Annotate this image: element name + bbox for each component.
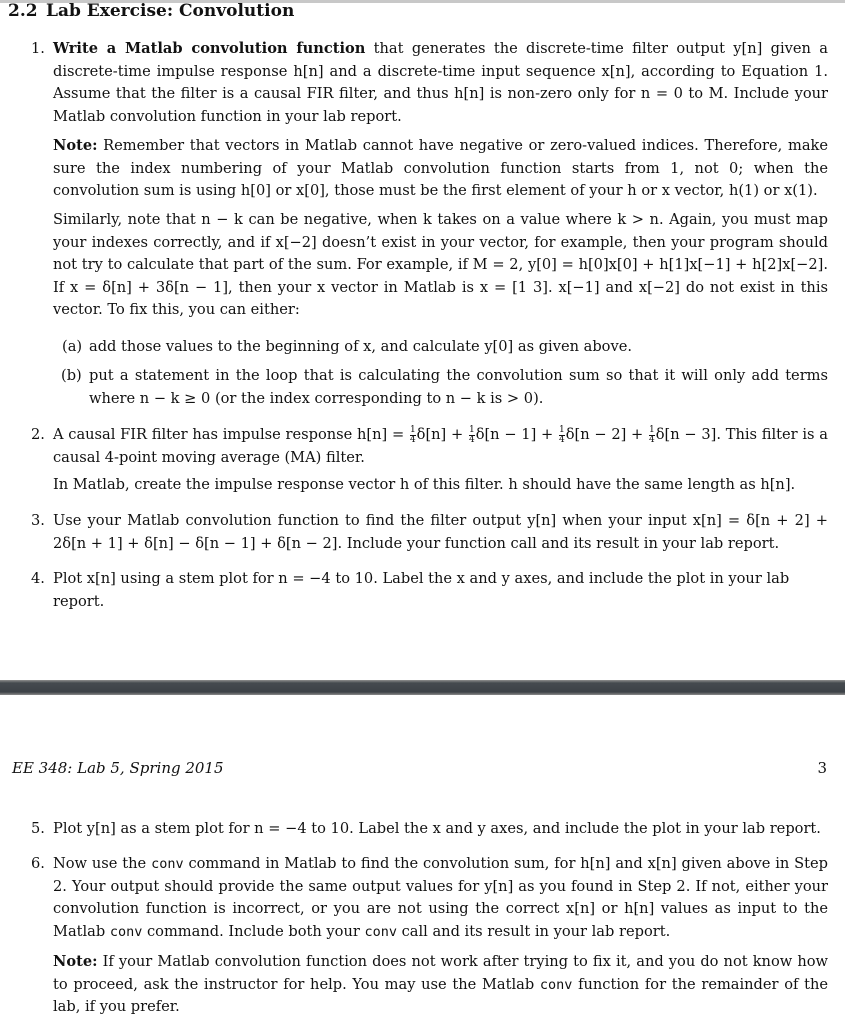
note-2 — [53, 951, 828, 1019]
item-4-text: Plot x[n] using a stem plot for n = −4 to 10. Label the x and y axes, and include the plot in your lab report. — [53, 570, 790, 610]
page-divider — [0, 680, 845, 695]
sub-item-b-text: put a statement in the loop that is calculating the convolution sum so that it will only add terms where n − k ≥ 0 (or the index corresponding to n − k is > 0). — [89, 367, 828, 407]
sub-item-a-text: add those values to the beginning of x, and calculate y[0] as given above. — [89, 338, 632, 355]
page-number: 3 — [817, 759, 827, 777]
frac-denominator: 4 — [409, 434, 416, 445]
conv-code-3: conv — [364, 923, 397, 940]
item-4-number: 4. — [31, 570, 45, 587]
frac-numerator: 1 — [468, 424, 475, 435]
fraction-quarter — [410, 426, 416, 445]
fraction-quarter — [469, 426, 475, 445]
page-lower — [0, 695, 845, 1024]
item-6-part-2: command in Matlab to find the convolution sum, for h[n] and x[n] given above in Step 2. Your output should provide the same output values for y[n] as you found in Step 2. If not, either your convolution function is incorrect, or you are not using the correct x[n] or h[n] values as input to the Matlab — [53, 855, 828, 940]
running-head: EE 348: Lab 5, Spring 2015 — [12, 759, 224, 777]
frac-numerator: 1 — [559, 424, 565, 435]
item-2-number: 2. — [31, 426, 45, 443]
frac-denominator: 4 — [649, 434, 655, 445]
section-heading — [8, 0, 294, 22]
item-3-text: Use your Matlab convolution function to find the filter output y[n] when your input x[n] = δ[n + 2] + 2δ[n + 1] + δ[n] − δ[n − 1] + δ[n − 2]. Include your function call and its result in your lab report. — [53, 512, 828, 552]
item-1-number: 1. — [31, 40, 45, 57]
note-2-label: Note: — [53, 953, 98, 970]
item-2-text — [53, 424, 828, 469]
item-1-text — [53, 38, 828, 128]
conv-code-4: conv — [539, 976, 573, 993]
section-title: Lab Exercise: Convolution — [46, 1, 295, 21]
note-2-part-2: function for the remainder of the lab, if you prefer. — [53, 975, 828, 1015]
note-1-text: Remember that vectors in Matlab cannot have negative or zero-valued indices. Therefore, make sure the index numbering of your Matlab convolution function starts from 1, not 0; when the convolution sum is using h[0] or x[0], those must be the first element of your h or x vector, h(1) or x(1). — [53, 137, 828, 199]
item-6-part-1: Now use the — [53, 855, 152, 872]
item-6-part-4: call and its result in your lab report. — [396, 922, 671, 940]
note-1-label: Note: — [53, 137, 98, 154]
item-6-number: 6. — [31, 855, 45, 872]
sub-item-a-label: (a) — [62, 338, 83, 355]
frac-denominator: 4 — [468, 434, 475, 445]
item-2-pre: A causal FIR filter has impulse response h[n] = — [53, 426, 409, 443]
item-2-term-1: δ[n − 1] + — [475, 426, 558, 443]
conv-code-2: conv — [109, 923, 143, 940]
note-1 — [53, 135, 828, 203]
item-2-paragraph-2: In Matlab, create the impulse response vector h of this filter. h should have the same length as h[n]. — [53, 476, 796, 493]
item-1-body: that generates the discrete-time filter output y[n] given a discrete-time impulse response h[n] and a discrete-time input sequence x[n], according to Equation 1. Assume that the filter is a causal FIR filter, and thus h[n] is non-zero only for n = 0 to M. Include your Matlab convolution function in your lab report. — [53, 40, 828, 125]
fraction-quarter — [559, 426, 565, 445]
fraction-quarter — [649, 426, 655, 445]
item-5-text: Plot y[n] as a stem plot for n = −4 to 10. Label the x and y axes, and include the plot in your lab report. — [53, 820, 821, 837]
sub-item-b-label: (b) — [61, 367, 82, 384]
frac-numerator: 1 — [409, 424, 416, 435]
conv-code-1: conv — [151, 856, 184, 872]
item-2-term-0: δ[n] + — [416, 426, 468, 443]
item-3-number: 3. — [31, 512, 45, 529]
section-number: 2.2 — [8, 1, 38, 21]
item-2-term-2: δ[n − 2] + — [565, 426, 649, 443]
item-2-term-3: δ[n − 3]. — [655, 426, 726, 443]
note-2-part-1: If your Matlab convolution function does not work after trying to fix it, and you do not know how to proceed, ask the instructor for help. You may use the Matlab — [53, 953, 828, 993]
item-2-post: This filter is a causal 4-point moving average (MA) filter. — [53, 426, 828, 466]
item-1-bold: Write a Matlab convolution function — [53, 40, 366, 57]
item-6-part-3: command. Include both your — [142, 922, 365, 940]
item-6-text — [53, 853, 828, 943]
item-5-number: 5. — [31, 820, 45, 837]
frac-denominator: 4 — [559, 434, 565, 445]
frac-numerator: 1 — [649, 424, 655, 435]
similarly-paragraph: Similarly, note that n − k can be negative, when k takes on a value where k > n. Again, you must map your indexes correctly, and if x[−2] doesn’t exist in your vector, for example, then your program should not try to calculate that part of the sum. For example, if M = 2, y[0] = h[0]x[0] + h[1]x[−1] + h[2]x[−2]. If x = δ[n] + 3δ[n − 1], then your x vector in Matlab is x = [1 3]. x[−1] and x[−2] do not exist in this vector. To fix this, you can either: — [53, 211, 828, 318]
